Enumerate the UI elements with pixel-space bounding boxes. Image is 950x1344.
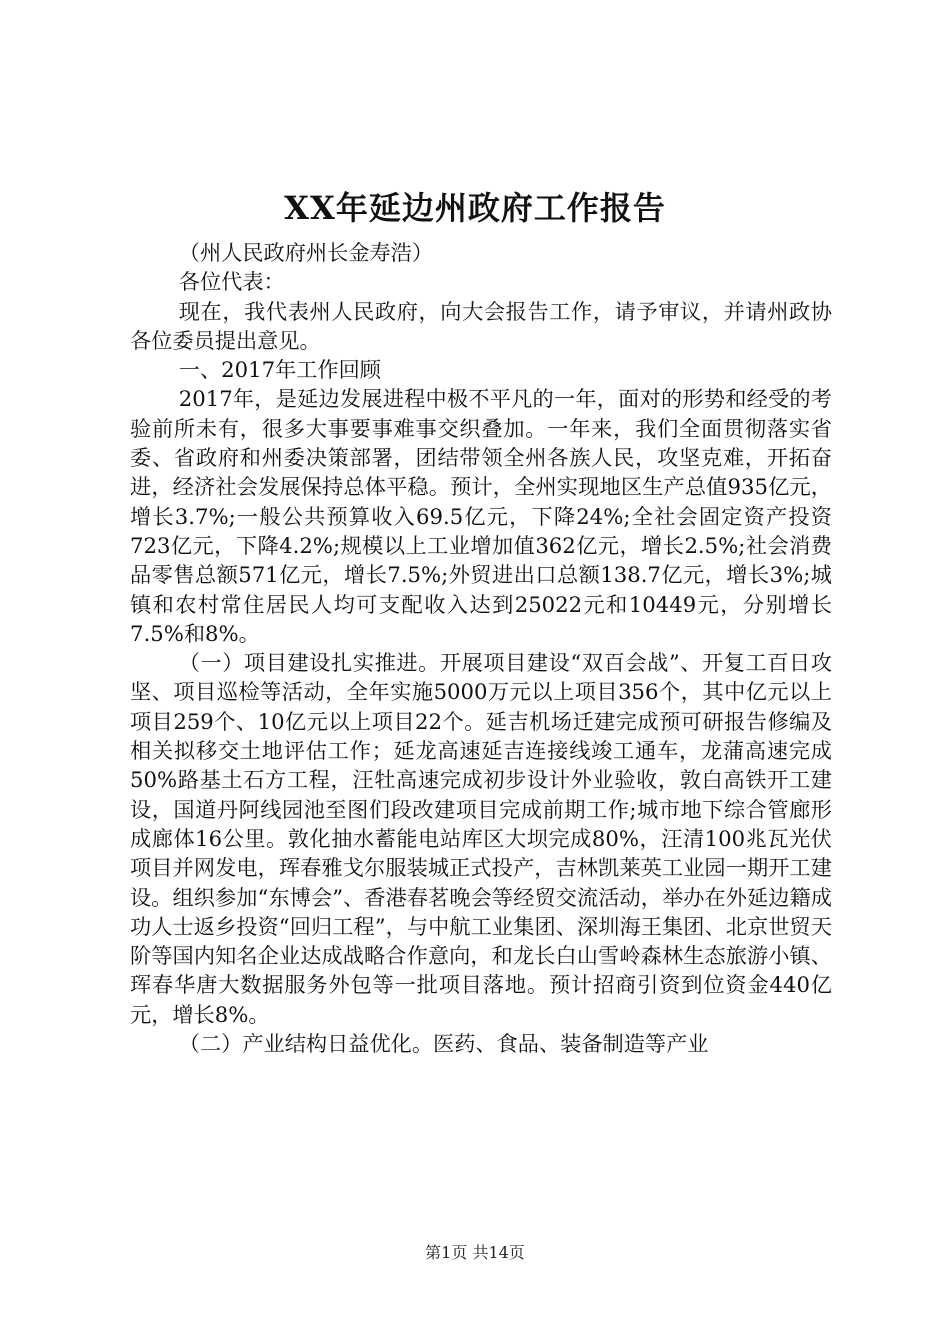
salutation: 各位代表： [178,269,285,295]
document-title: XX年延边州政府工作报告 [284,189,666,227]
author-line: （州人民政府州长金寿浩） [178,240,434,265]
body-paragraph: （一）项目建设扎实推进。开展项目建设“双百会战”、开复工百日攻坚、项目巡检等活动，全年实施5000万元以上项目356个，其中亿元以上项目259个、10亿元以上项目22个。延吉机场迁建完成预可研报告修编及相关拟移交土地评估工作；延龙高速延吉连接线竣工通车，龙蒲高速完成50%路基土石方工程，汪牡高速完成初步设计外业验收，敦白高铁开工建设，国道丹阿线园池至图们段改建项目完成前期工作;城市地下综合管廊形成廊体16公里。敦化抽水蓄能电站库区大坝完成80%，汪清100兆瓦光伏项目并网发电，珲春雅戈尔服装城正式投产，吉林凯莱英工业园一期开工建设。组织参加“东博会”、香港春茗晚会等经贸交流活动，举办在外延边籍成功人士返乡投资“回归工程”，与中航工业集团、深圳海王集团、北京世贸天阶等国内知名企业达成战略合作意向，和龙长白山雪岭森林生态旅游小镇、珲春华唐大数据服务外包等一批项目落地。预计招商引资到位资金440亿元，增长8%。 [130,650,832,1027]
body-paragraph: 2017年，是延边发展进程中极不平凡的一年，面对的形势和经受的考验前所未有，很多大事要事难事交织叠加。一年来，我们全面贯彻落实省委、省政府和州委决策部署，团结带领全州各族人民，攻坚克难，开拓奋进，经济社会发展保持总体平稳。预计，全州实现地区生产总值935亿元，增长3.7%;一般公共预算收入69.5亿元，下降24%;全社会固定资产投资723亿元，下降4.2%;规模以上工业增加值362亿元，增长2.5%;社会消费品零售总额571亿元，增长7.5%;外贸进出口总额138.7亿元，增长3%;城镇和农村常住居民人均可支配收入达到25022元和10449元，分别增长7.5%和8%。 [130,386,832,646]
intro-paragraph: 现在，我代表州人民政府，向大会报告工作，请予审议，并请州政协各位委员提出意见。 [130,298,832,353]
document-body [130,238,832,1058]
section-heading: 一、2017年工作回顾 [178,357,381,383]
page-footer: 第1页 共14页 [425,1243,525,1262]
body-paragraph: （二）产业结构日益优化。医药、食品、装备制造等产业 [178,1031,709,1057]
